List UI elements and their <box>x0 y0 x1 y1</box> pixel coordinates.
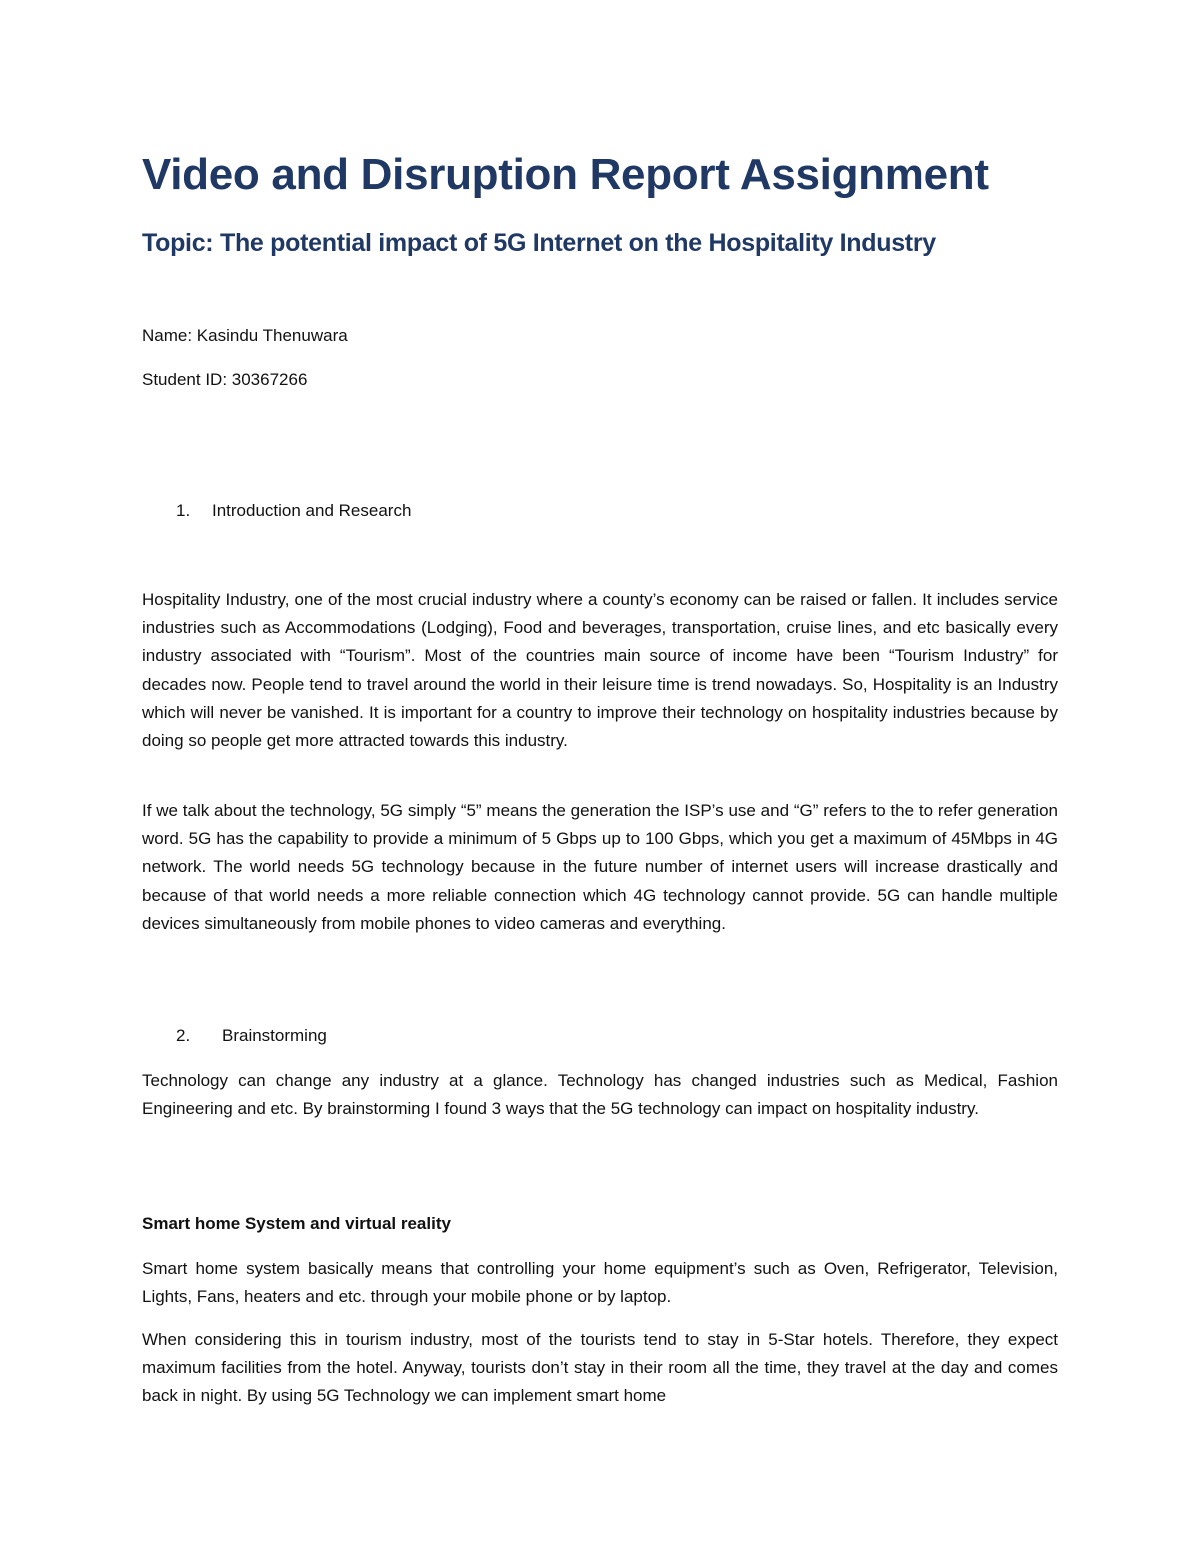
section-heading-label: Introduction and Research <box>212 501 412 520</box>
paragraph-hospitality-industry: Hospitality Industry, one of the most crucial industry where a county’s economy can be raised or fallen. It includes service industries such as Accommodations (Lodging), Food and beverages, transportation, cruise lines, and etc basically every industry associated with “Tourism”. Most of the countries main source of income have been “Tourism Industry” for decades now. People tend to travel around the world in their leisure time is trend nowadays. So, Hospitality is an Industry which will never be vanished. It is important for a country to improve their technology on hospitality industries because by doing so people get more attracted towards this industry. <box>142 590 1058 751</box>
section-number: 1. <box>176 501 191 520</box>
section-heading-label: Brainstorming <box>222 1026 327 1045</box>
student-id: Student ID: 30367266 <box>142 370 308 389</box>
paragraph-technology-change: Technology can change any industry at a glance. Technology has changed industries such as Medical, Fashion Engineering and etc. By brainstorming I found 3 ways that the 5G technology can impact on hospitality industry. <box>142 1071 1058 1119</box>
document-subtitle: Topic: The potential impact of 5G Internet on the Hospitality Industry <box>142 229 936 257</box>
student-name: Name: Kasindu Thenuwara <box>142 326 348 345</box>
section-heading-brainstorming <box>142 1024 327 1048</box>
paragraph-smart-home-definition: Smart home system basically means that controlling your home equipment’s such as Oven, Refrigerator, Television, Lights, Fans, heaters and etc. through your mobile phone or by laptop. <box>142 1259 1058 1307</box>
section-heading-introduction <box>142 499 411 523</box>
paragraph-5g-technology: If we talk about the technology, 5G simply “5” means the generation the ISP’s use and “G” refers to the to refer generation word. 5G has the capability to provide a minimum of 5 Gbps up to 100 Gbps, which you get a maximum of 45Mbps in 4G network. The world needs 5G technology because in the future number of internet users will increase drastically and because of that world needs a more reliable connection which 4G technology cannot provide. 5G can handle multiple devices simultaneously from mobile phones to video cameras and everything. <box>142 801 1058 933</box>
document-title: Video and Disruption Report Assignment <box>142 150 989 199</box>
paragraph-tourism-smart-home: When considering this in tourism industry, most of the tourists tend to stay in 5-Star hotels. Therefore, they expect maximum facilities from the hotel. Anyway, tourists don’t stay in their room all the time, they travel at the day and comes back in night. By using 5G Technology we can implement smart home <box>142 1330 1058 1406</box>
subheading-smart-home: Smart home System and virtual reality <box>142 1214 451 1233</box>
section-number: 2. <box>176 1026 191 1045</box>
